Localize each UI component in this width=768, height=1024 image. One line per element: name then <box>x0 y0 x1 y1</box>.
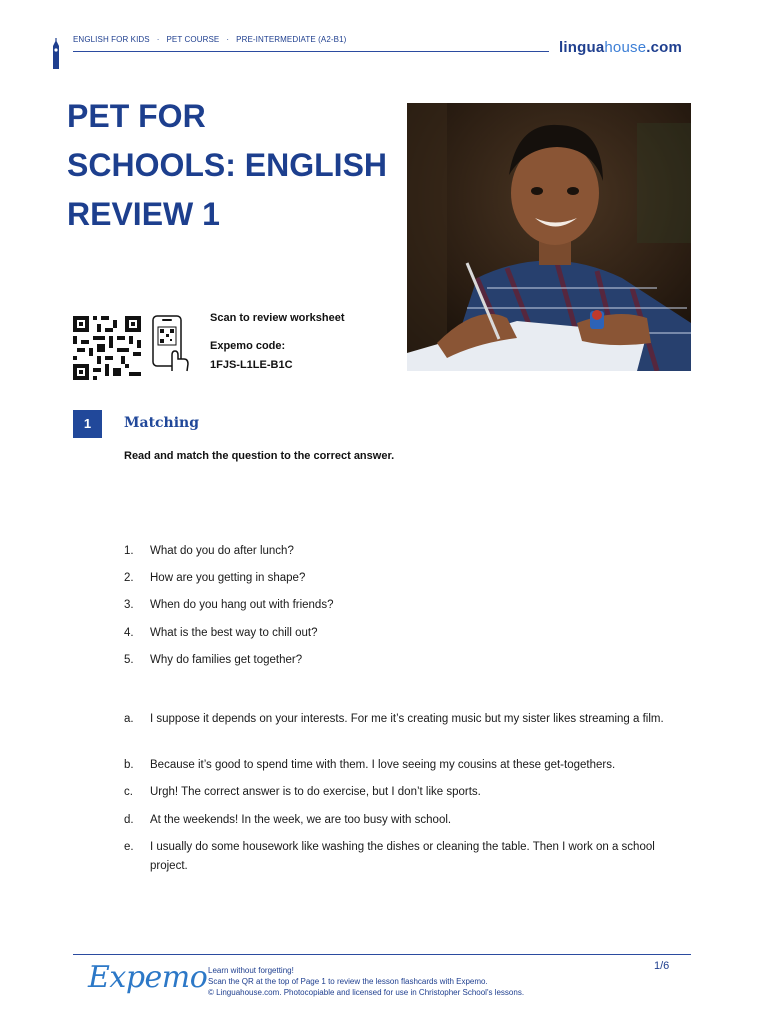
section-instruction: Read and match the question to the correct answer. <box>124 450 395 462</box>
breadcrumb-item[interactable]: PRE-INTERMEDIATE (A2-B1) <box>236 35 347 44</box>
answer-item: a. I suppose it depends on your interests. For me it’s creating music but my sister likes streaming a film. <box>124 713 664 725</box>
student-writing-photo <box>407 103 691 371</box>
answer-item: c. Urgh! The correct answer is to do exercise, but I don’t like sports. <box>124 786 481 798</box>
question-item: 5. Why do families get together? <box>124 654 303 666</box>
breadcrumb-item[interactable]: PET COURSE <box>166 35 220 44</box>
question-item: 1. What do you do after lunch? <box>124 545 294 557</box>
footer-tagline: Learn without forgetting! <box>208 966 294 975</box>
tower-logo-icon <box>51 38 61 69</box>
answer-item: d. At the weekends! In the week, we are too busy with school. <box>124 814 452 826</box>
answer-item: e. I usually do some housework like washing the dishes or cleaning the table. Then I work on a school project. <box>124 841 655 872</box>
header-divider <box>73 51 549 52</box>
section-title: Matching <box>124 415 200 431</box>
breadcrumb-separator: · <box>226 35 230 44</box>
breadcrumb <box>73 35 346 44</box>
scan-instruction: Scan to review worksheet <box>210 312 345 324</box>
expemo-code-value: 1FJS-L1LE-B1C <box>210 359 293 371</box>
section-number-badge: 1 <box>73 410 102 438</box>
footer-divider <box>73 954 691 955</box>
breadcrumb-item[interactable]: ENGLISH FOR KIDS <box>73 35 150 44</box>
qr-code-icon[interactable] <box>73 316 141 380</box>
linguahouse-logo[interactable]: linguahouse.com <box>559 39 683 56</box>
page-number: 1/6 <box>654 960 670 972</box>
question-item: 4. What is the best way to chill out? <box>124 627 318 639</box>
phone-scan-icon <box>152 315 190 373</box>
breadcrumb-separator: · <box>156 35 160 44</box>
footer-copyright: © Linguahouse.com. Photocopiable and licensed for use in Christopher School's lessons. <box>208 988 525 997</box>
question-item: 3. When do you hang out with friends? <box>124 599 334 611</box>
expemo-code-label: Expemo code: <box>210 340 286 352</box>
footer-instruction: Scan the QR at the top of Page 1 to review the lesson flashcards with Expemo. <box>208 977 488 986</box>
page-title: PET FOR SCHOOLS: ENGLISH REVIEW 1 <box>67 98 388 232</box>
expemo-logo[interactable]: Expemo <box>88 960 208 995</box>
question-item: 2. How are you getting in shape? <box>124 572 306 584</box>
answer-item: b. Because it’s good to spend time with them. I love seeing my cousins at these get-togethers. <box>124 759 616 771</box>
